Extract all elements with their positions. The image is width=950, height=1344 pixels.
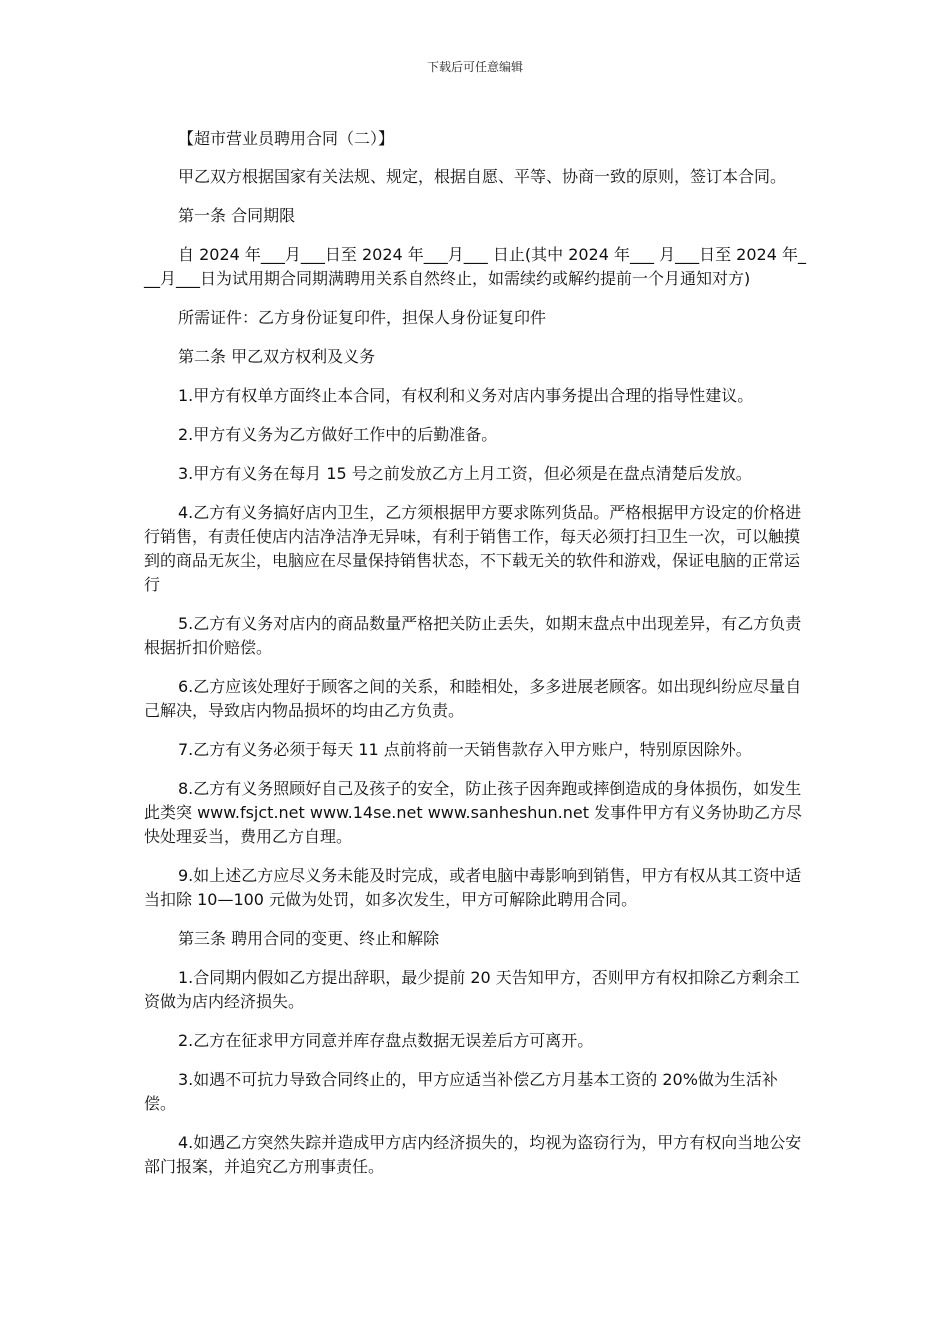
article-3-clause-1: 1.合同期内假如乙方提出辞职，最少提前 20 天告知甲方，否则甲方有权扣除乙方剩余工资做为店内经济损失。	[144, 968, 800, 1011]
article-2-clause-4: 4.乙方有义务搞好店内卫生，乙方须根据甲方要求陈列货品。严格根据甲方设定的价格进行销售，有责任使店内洁净洁净无异味，有利于销售工作，每天必须打扫卫生一次，可以触摸到的商品无灰尘，电脑应在尽量保持销售状态，不下载无关的软件和游戏，保证电脑的正常运行	[144, 503, 802, 594]
contract-term-paragraph: 自 2024 年___月___日至 2024 年___月___ 日止(其中 2024 年___ 月___日至 2024 年___月___日为试用期合同期满聘用关系自然终止，如需续约或解约提前一个月通知对方)	[144, 245, 806, 288]
article-2-clause-8: 8.乙方有义务照顾好自己及孩子的安全，防止孩子因奔跑或摔倒造成的身体损伤，如发生此类突 www.fsjct.net www.14se.net www.sanheshun.net 发事件甲方有义务协助乙方尽快处理妥当，费用乙方自理。	[144, 779, 803, 846]
article-2-heading: 第二条 甲乙双方权利及义务	[178, 347, 376, 366]
contract-body	[144, 127, 808, 1194]
article-2-clause-1: 1.甲方有权单方面终止本合同，有权利和义务对店内事务提出合理的指导性建议。	[178, 386, 754, 405]
download-note: 下载后可任意编辑	[426, 60, 523, 74]
article-3-heading: 第三条 聘用合同的变更、终止和解除	[178, 929, 440, 948]
article-2-clause-3: 3.甲方有义务在每月 15 号之前发放乙方上月工资，但必须是在盘点清楚后发放。	[178, 464, 752, 483]
preamble-paragraph: 甲乙双方根据国家有关法规、规定，根据自愿、平等、协商一致的原则，签订本合同。	[178, 167, 787, 186]
article-2-clause-9: 9.如上述乙方应尽义务未能及时完成，或者电脑中毒影响到销售，甲方有权从其工资中适当扣除 10—100 元做为处罚，如多次发生，甲方可解除此聘用合同。	[144, 866, 802, 909]
required-documents-paragraph: 所需证件：乙方身份证复印件，担保人身份证复印件	[178, 308, 547, 327]
article-3-clause-4: 4.如遇乙方突然失踪并造成甲方店内经济损失的，均视为盗窃行为，甲方有权向当地公安部门报案，并追究乙方刑事责任。	[144, 1133, 802, 1176]
article-2-clause-5: 5.乙方有义务对店内的商品数量严格把关防止丢失，如期末盘点中出现差异，有乙方负责根据折扣价赔偿。	[144, 614, 802, 657]
article-2-clause-7: 7.乙方有义务必须于每天 11 点前将前一天销售款存入甲方账户，特别原因除外。	[178, 740, 752, 759]
article-3-clause-2: 2.乙方在征求甲方同意并库存盘点数据无误差后方可离开。	[178, 1031, 594, 1050]
article-2-clause-2: 2.甲方有义务为乙方做好工作中的后勤准备。	[178, 425, 498, 444]
contract-title: 【超市营业员聘用合同（二）】	[178, 129, 395, 148]
article-2-clause-6: 6.乙方应该处理好于顾客之间的关系，和睦相处，多多进展老顾客。如出现纠纷应尽量自己解决，导致店内物品损坏的均由乙方负责。	[144, 677, 802, 720]
article-3-clause-3: 3.如遇不可抗力导致合同终止的，甲方应适当补偿乙方月基本工资的 20%做为生活补偿。	[144, 1070, 778, 1113]
article-1-heading: 第一条 合同期限	[178, 206, 296, 225]
